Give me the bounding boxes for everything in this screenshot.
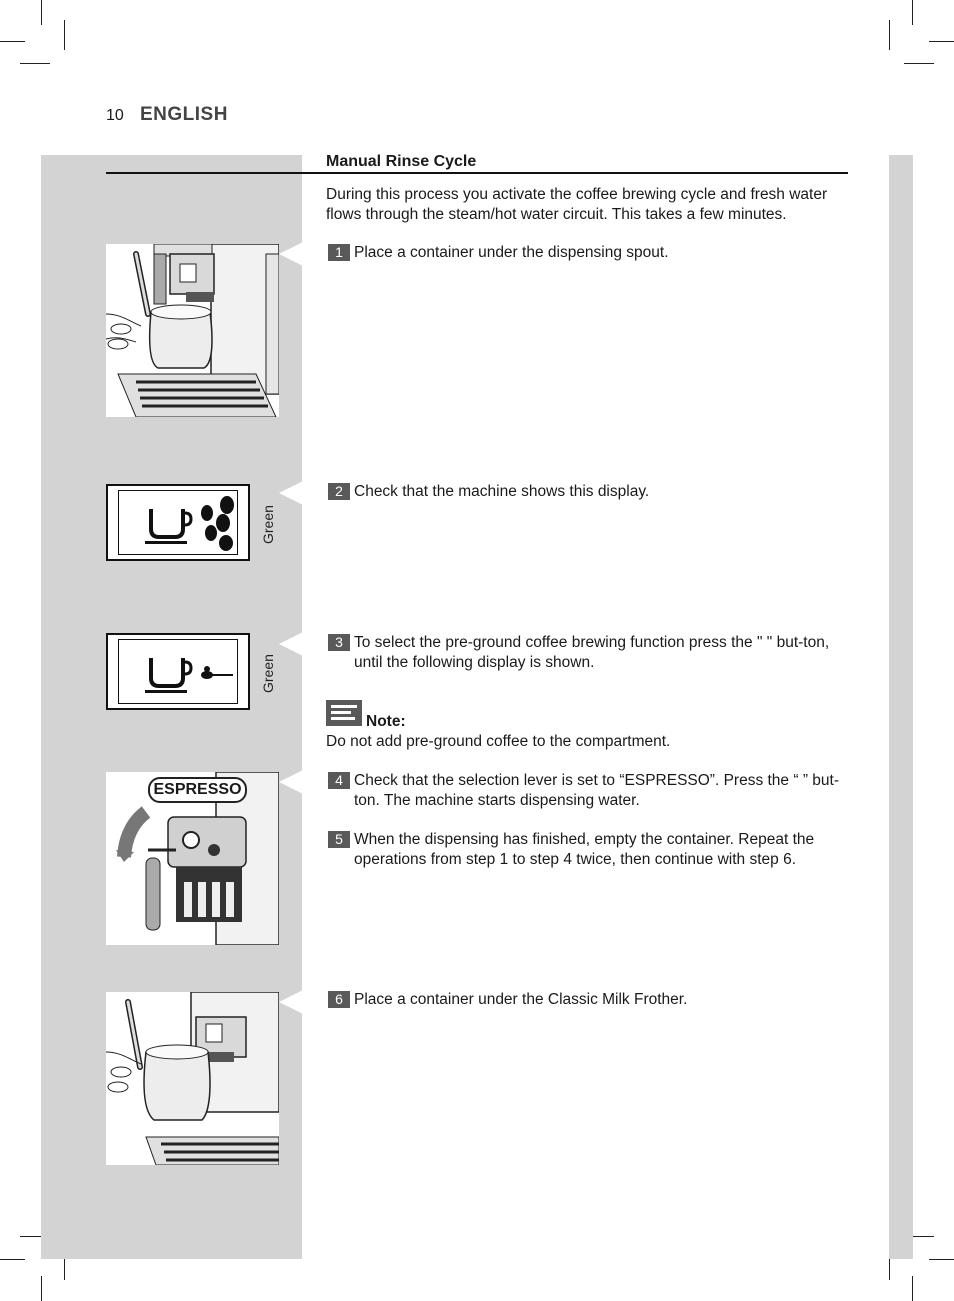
language-heading: ENGLISH xyxy=(140,104,228,125)
step-text: Place a container under the Classic Milk Frother. xyxy=(354,991,688,1008)
callout-pointer xyxy=(279,990,303,1014)
machine-illustration xyxy=(106,992,279,1165)
pre-ground-spoon-icon xyxy=(201,666,233,679)
crop-mark xyxy=(912,0,913,25)
section-title: Manual Rinse Cycle xyxy=(326,153,477,170)
step-number-badge: 2 xyxy=(328,483,350,500)
crop-mark xyxy=(889,20,890,50)
crop-mark xyxy=(41,1276,42,1301)
crop-mark xyxy=(41,0,42,25)
callout-pointer xyxy=(279,481,303,505)
step-number-badge: 4 xyxy=(328,772,350,789)
crop-mark xyxy=(929,41,954,42)
step-6 xyxy=(326,990,846,1010)
selection-lever-figure xyxy=(106,772,279,945)
crop-mark xyxy=(904,63,934,64)
page-number: 10 xyxy=(106,107,124,124)
display-panel-cup-pre-ground xyxy=(106,633,250,710)
step-1 xyxy=(326,243,846,263)
step-number-badge: 3 xyxy=(328,634,350,651)
step-text: Place a container under the dispensing spout. xyxy=(354,244,669,261)
callout-pointer xyxy=(279,770,303,794)
display-color-label: Green xyxy=(260,505,276,544)
crop-mark xyxy=(20,63,50,64)
step-text: Check that the machine shows this display. xyxy=(354,483,650,500)
step-text: When the dispensing has finished, empty the container. Repeat the operations from step 1 to step 4 twice, then continue with step 6. xyxy=(354,831,815,868)
display-screen xyxy=(118,639,238,704)
cup-icon xyxy=(145,509,191,544)
callout-pointer xyxy=(279,242,303,266)
intro-paragraph: During this process you activate the coffee brewing cycle and fresh water flows through the steam/hot water circuit. This takes a few minutes. xyxy=(326,186,828,223)
step-number-badge: 6 xyxy=(328,991,350,1008)
note-icon xyxy=(326,700,362,726)
crop-mark xyxy=(64,20,65,50)
callout-pointer xyxy=(279,632,303,656)
coffee-bean-icon xyxy=(201,496,234,551)
step-2 xyxy=(326,482,846,502)
step-5 xyxy=(326,830,846,870)
container-under-frother-figure xyxy=(106,992,279,1165)
espresso-lever-label: ESPRESSO xyxy=(148,777,247,803)
display-screen xyxy=(118,490,238,555)
step-text: To select the pre-ground coffee brewing function press the " " but-ton, until the following display is shown. xyxy=(354,634,830,671)
crop-mark xyxy=(0,41,25,42)
note-label: Note: xyxy=(366,713,406,730)
step-number-badge: 1 xyxy=(328,244,350,261)
step-3 xyxy=(326,633,846,673)
crop-mark xyxy=(0,1259,25,1260)
step-number-badge: 5 xyxy=(328,831,350,848)
cup-icon xyxy=(145,658,191,693)
container-under-spout-figure xyxy=(106,244,279,417)
crop-mark xyxy=(929,1259,954,1260)
display-panel-cup-beans xyxy=(106,484,250,561)
crop-mark xyxy=(912,1276,913,1301)
step-text: Check that the selection lever is set to “ESPRESSO”. Press the “ ” but-ton. The machine starts dispensing water. xyxy=(354,772,839,809)
section-rule xyxy=(106,172,848,174)
page-edge-band xyxy=(889,155,913,1259)
note-text: Do not add pre-ground coffee to the compartment. xyxy=(326,733,671,750)
step-4 xyxy=(326,771,846,811)
display-color-label: Green xyxy=(260,654,276,693)
machine-illustration xyxy=(106,244,279,417)
